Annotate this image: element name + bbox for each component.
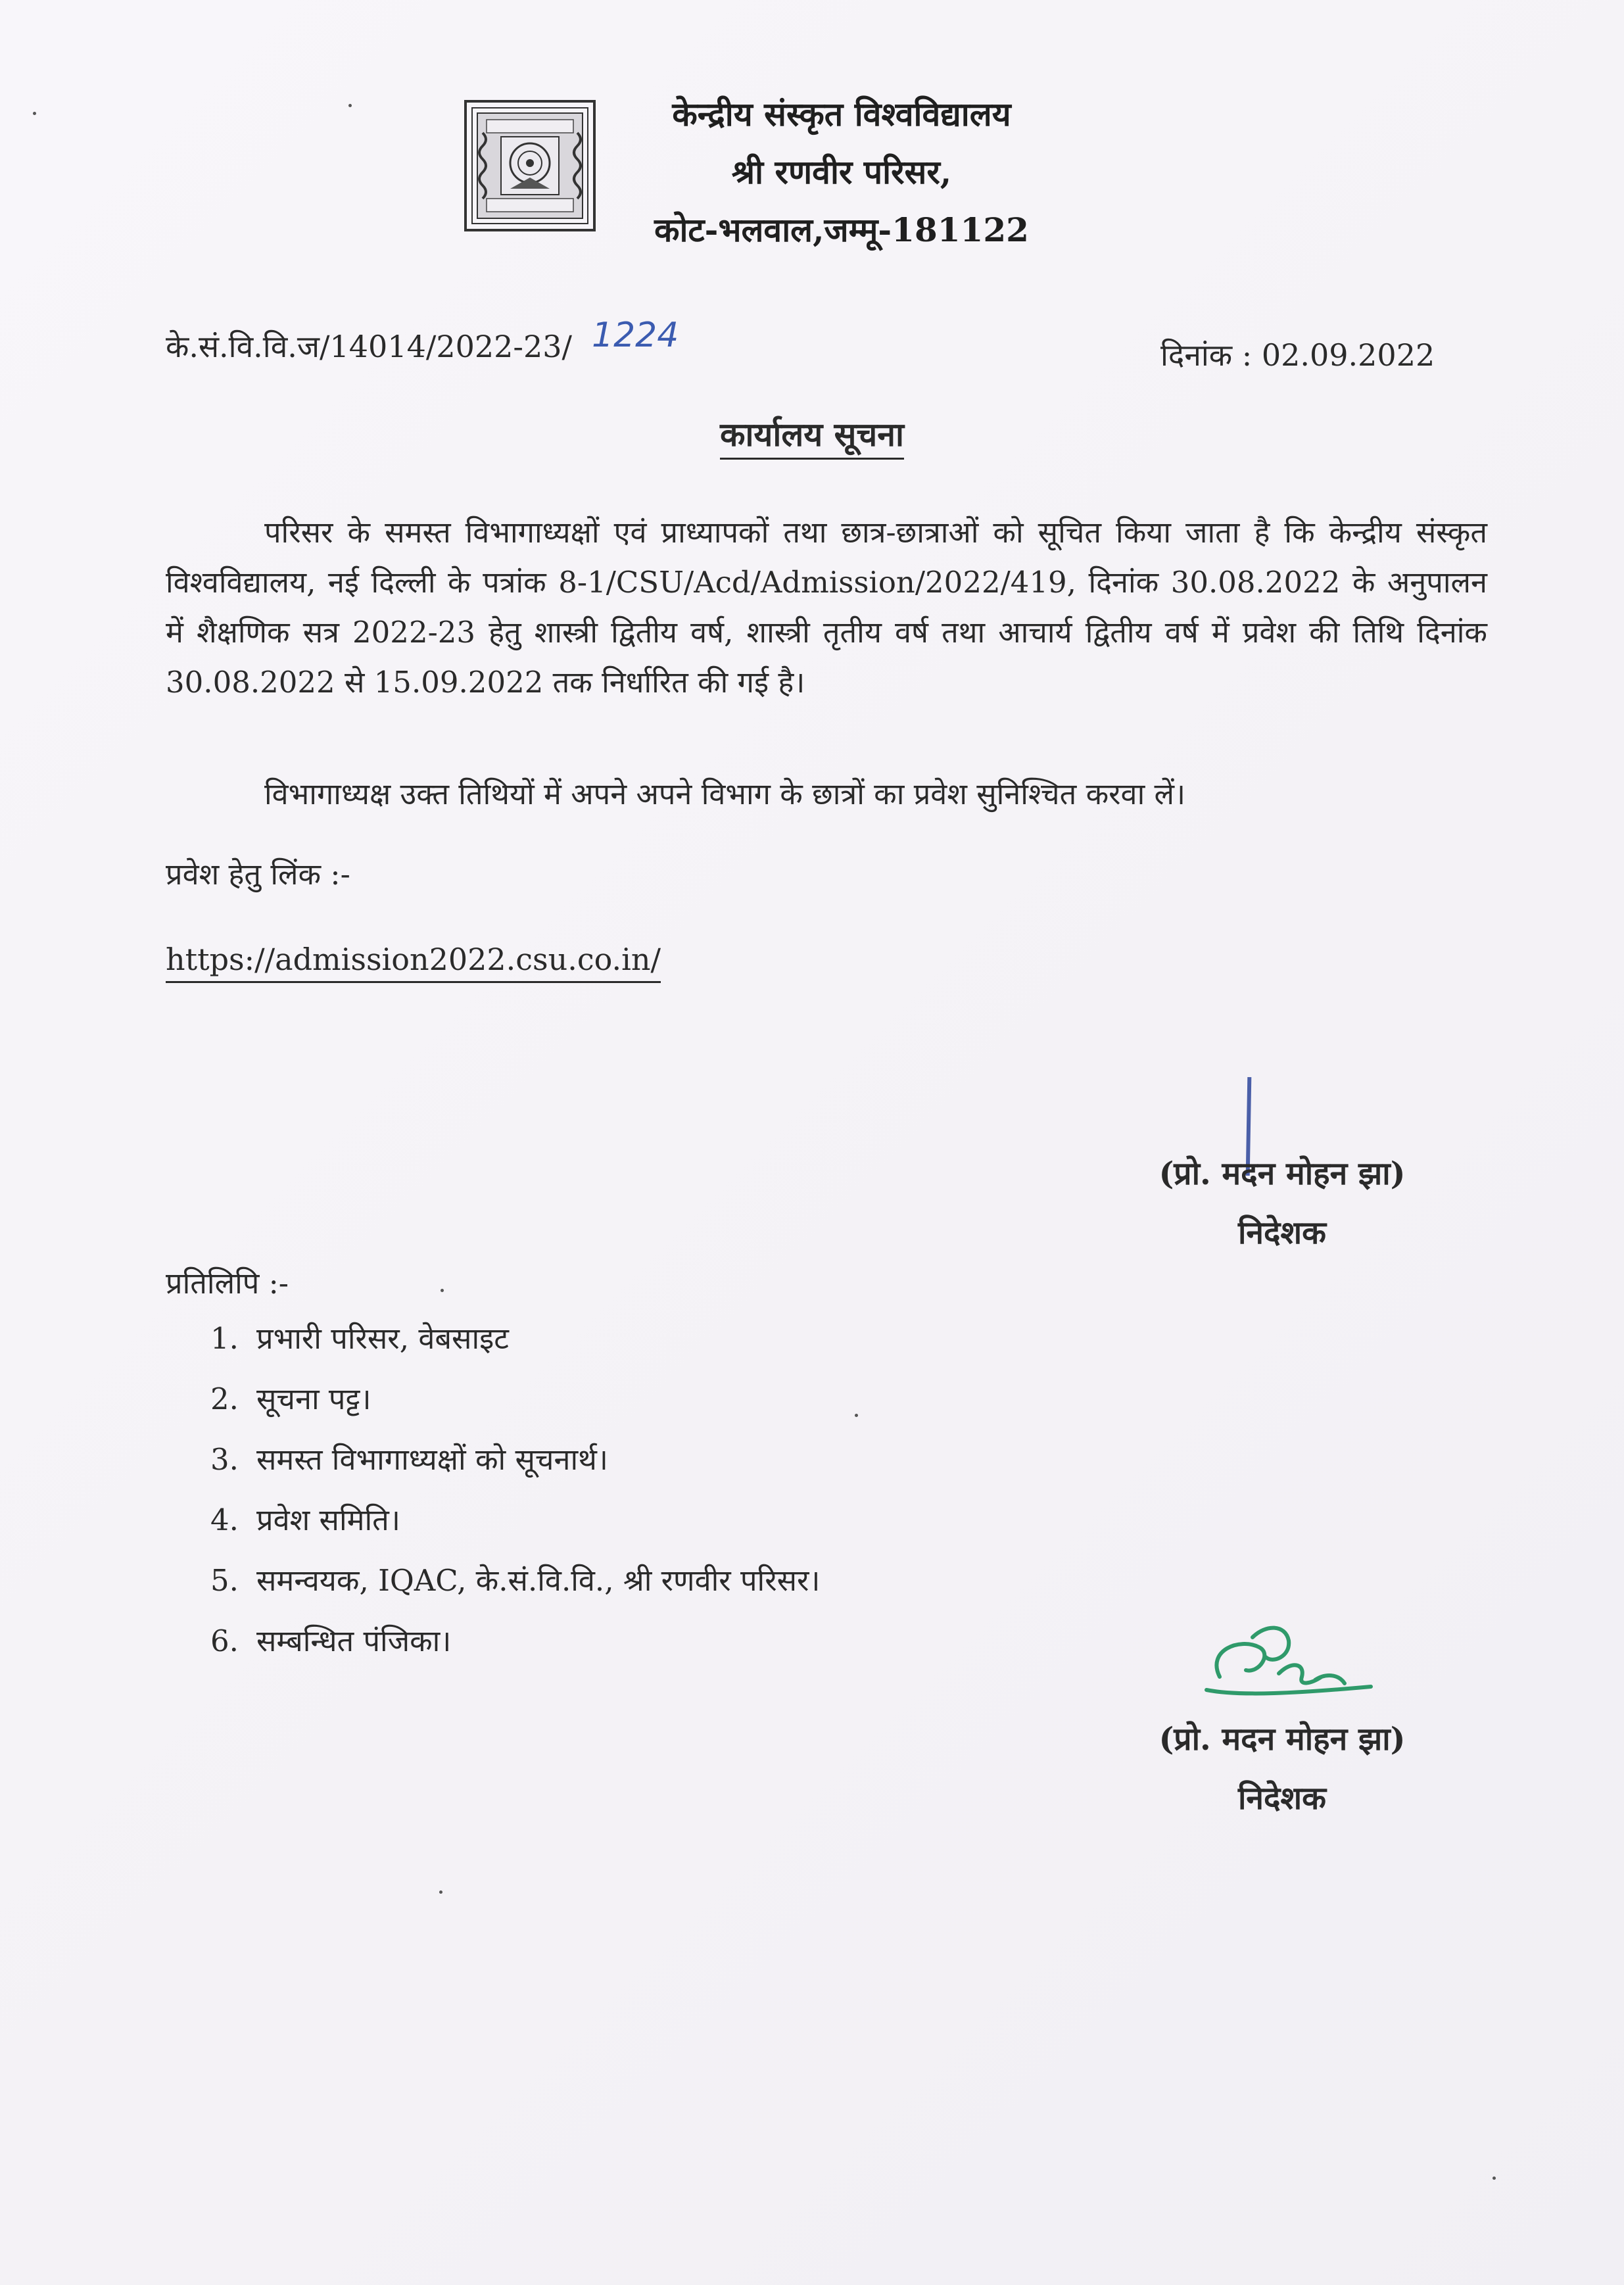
admission-link[interactable]: https://admission2022.csu.co.in/ — [166, 942, 661, 983]
list-item-number: 1. — [210, 1321, 239, 1356]
notice-title-text: कार्यालय सूचना — [720, 415, 904, 460]
notice-paragraph-1-text: परिसर के समस्त विभागाध्यक्षों एवं प्राध्यापकों तथा छात्र-छात्राओं को सूचित किया जाता है कि केन्द्रीय संस्कृत विश्वविद्यालय, नई दिल्ली के पत्रांक 8-1/CSU/Acd/Admission/2022/419, दिनांक 30.08.2022 के अनुपालन में शैक्षणिक सत्र 2022-23 हेतु शास्त्री द्वितीय वर्ष, शास्त्री तृतीय वर्ष तथा आचार्य द्वितीय वर्ष में प्रवेश की तिथि दिनांक 30.08.2022 से 15.09.2022 तक निर्धारित की गई है। — [166, 515, 1487, 700]
notice-date: दिनांक : 02.09.2022 — [1160, 337, 1435, 373]
copy-to-label: प्रतिलिपि :- — [166, 1266, 289, 1301]
list-item-text: सूचना पट्ट। — [256, 1382, 371, 1416]
signatory-designation: निदेशक — [1237, 1780, 1327, 1817]
notice-title — [0, 411, 1624, 456]
paper-speck — [348, 104, 352, 107]
list-item-text: प्रवेश समिति। — [256, 1503, 400, 1537]
list-item-number: 4. — [210, 1503, 239, 1537]
notice-paragraph-2: विभागाध्यक्ष उक्त तिथियों में अपने अपने विभाग के छात्रों का प्रवेश सुनिश्चित करवा लें। — [264, 777, 1186, 811]
list-item-number: 6. — [210, 1624, 239, 1658]
header-line-campus: श्री रणवीर परिसर, — [731, 153, 952, 191]
reference-number: के.सं.वि.वि.ज/14014/2022-23/ — [166, 329, 572, 364]
copy-to-list — [210, 1309, 820, 1672]
signatory-name: (प्रो. मदन मोहन झा) — [1158, 1721, 1406, 1758]
list-item — [210, 1551, 820, 1611]
list-item-text: सम्बन्धित पंजिका। — [256, 1624, 452, 1658]
admission-link-label: प्रवेश हेतु लिंक :- — [166, 857, 350, 892]
list-item-number: 5. — [210, 1563, 239, 1598]
signature-block-1 — [1111, 1144, 1453, 1263]
university-header — [592, 85, 1091, 259]
paper-speck — [441, 1289, 444, 1292]
list-item — [210, 1309, 820, 1369]
list-item — [210, 1369, 820, 1430]
signatory-designation: निदेशक — [1237, 1215, 1327, 1251]
paper-speck — [855, 1414, 858, 1417]
list-item-text: समन्वयक, IQAC, के.सं.वि.वि., श्री रणवीर परिसर। — [256, 1563, 821, 1598]
list-item-number: 3. — [210, 1442, 239, 1477]
paper-speck — [439, 1890, 442, 1894]
header-line-address: कोट-भलवाल,जम्मू-181122 — [654, 210, 1029, 249]
list-item — [210, 1611, 820, 1672]
list-item-text: प्रभारी परिसर, वेबसाइट — [256, 1321, 509, 1356]
reference-handwritten-number: 1224 — [592, 316, 679, 355]
list-item — [210, 1430, 820, 1490]
university-logo — [464, 100, 596, 231]
paper-speck — [33, 112, 36, 115]
list-item-text: समस्त विभागाध्यक्षों को सूचनार्थ। — [256, 1442, 608, 1477]
notice-paragraph-1 — [166, 508, 1487, 708]
header-line-university: केन्द्रीय संस्कृत विश्वविद्यालय — [672, 95, 1011, 133]
signature-block-2 — [1111, 1710, 1453, 1828]
signatory-name: (प्रो. मदन मोहन झा) — [1158, 1155, 1406, 1192]
paper-speck — [1493, 2177, 1496, 2180]
list-item-number: 2. — [210, 1382, 239, 1416]
list-item — [210, 1490, 820, 1551]
